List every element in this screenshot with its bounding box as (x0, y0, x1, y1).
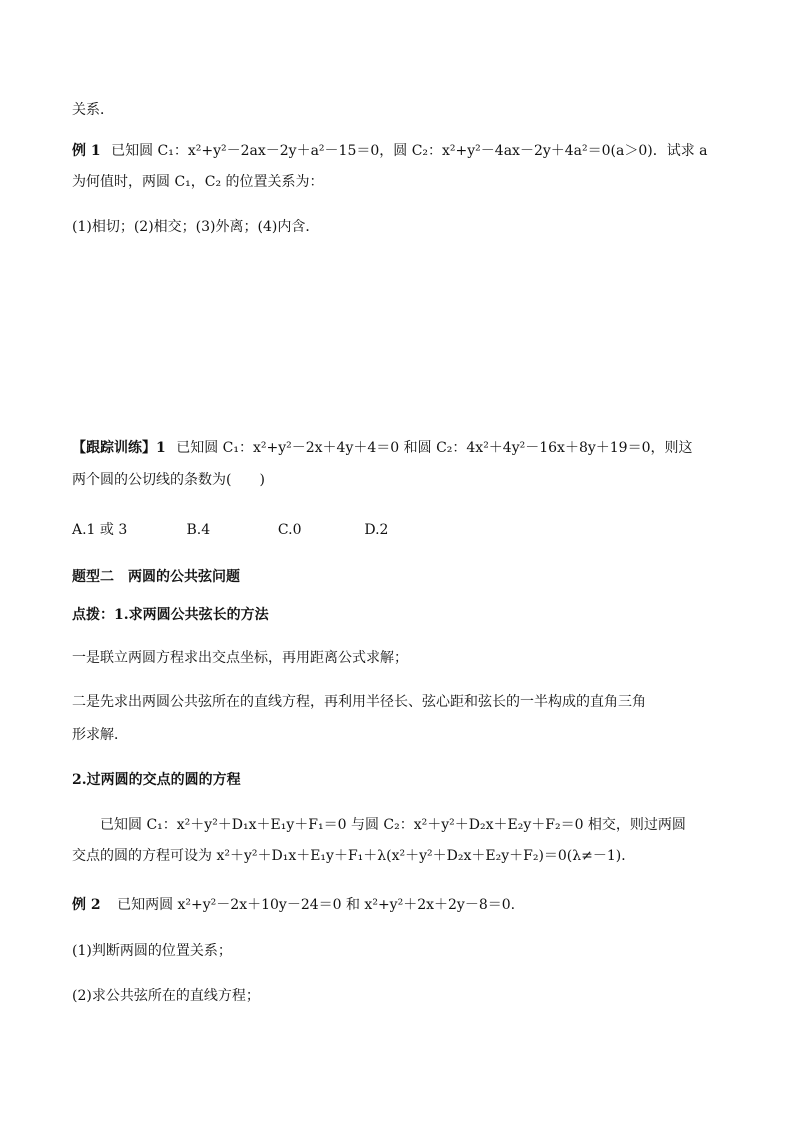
text-line: 形求解． (72, 727, 128, 743)
example-text: 已知圆 C₁：x²+y²－2ax－2y＋a²－15＝0，圆 C₂：x²+y²－4ax－2y＋4a²＝0(a＞0)．试求 a (111, 143, 708, 159)
text-line: 交点的圆的方程可设为 x²＋y²＋D₁x＋E₁y＋F₁＋λ(x²＋y²＋D₂x＋E₂y＋F₂)＝0(λ≠－1)． (72, 848, 636, 864)
text-line: (1)相切；(2)相交；(3)外离；(4)内含． (72, 219, 320, 235)
text-line: 二是先求出两圆公共弦所在的直线方程，再利用半径长、弦心距和弦长的一半构成的直角三角 (72, 694, 646, 710)
options-row (72, 520, 388, 540)
training-label: 【跟踪训练】1 (72, 440, 166, 456)
text-line: (1)判断两圆的位置关系； (72, 943, 232, 959)
text-line: 关系． (72, 102, 114, 118)
text-line: 为何值时，两圆 C₁，C₂ 的位置关系为： (72, 174, 324, 190)
example-label: 例 1 (72, 143, 101, 159)
example-label: 例 2 (72, 897, 101, 913)
text-line: (2)求公共弦所在的直线方程； (72, 988, 260, 1004)
training-text: 已知圆 C₁：x²+y²－2x＋4y＋4＝0 和圆 C₂：4x²＋4y²－16x＋8y＋19＝0，则这 (176, 440, 693, 456)
section-heading: 题型二 两圆的公共弦问题 (72, 569, 240, 585)
example-2-line (72, 895, 515, 915)
training-line (72, 438, 693, 458)
example-text: 已知两圆 x²+y²－2x＋10y－24＝0 和 x²+y²＋2x＋2y－8＝0. (117, 897, 516, 913)
tip-heading: 点拨：1.求两圆公共弦长的方法 (72, 607, 269, 623)
subheading: 2.过两圆的交点的圆的方程 (72, 772, 241, 788)
option-d: D.2 (364, 522, 389, 538)
text-line: 已知圆 C₁：x²＋y²＋D₁x＋E₁y＋F₁＝0 与圆 C₂：x²＋y²＋D₂x＋E₂y＋F₂＝0 相交，则过两圆 (100, 817, 686, 833)
option-a: A.1 或 3 (72, 522, 128, 538)
text-line: 两个圆的公切线的条数为( ) (72, 472, 265, 488)
option-c: C.0 (277, 522, 302, 538)
option-b: B.4 (186, 522, 211, 538)
example-1-line (72, 141, 708, 161)
text-line: 一是联立两圆方程求出交点坐标，再用距离公式求解； (72, 650, 408, 666)
